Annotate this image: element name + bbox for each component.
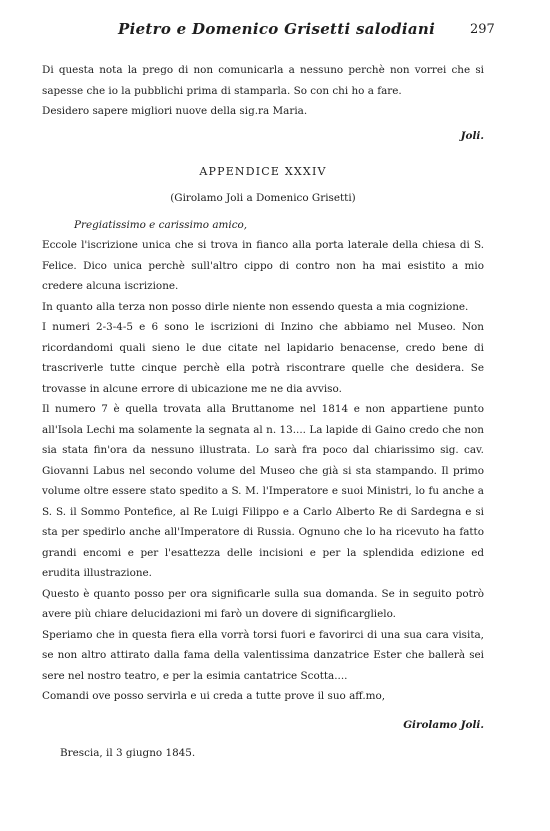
page-number: 297 <box>470 22 495 37</box>
intro-paragraph: Di questa nota la prego di non comunicarla a nessuno perchè non vorrei che si sapesse che io la pubblichi prima di stamparla. So con chi ho a fare. <box>42 64 484 97</box>
letter-paragraph: Speriamo che in questa fiera ella vorrà torsi fuori e favorirci di una sua cara visita, se non altro attirato dalla fama della valentissima danzatrice Ester che ballerà sei sere nel nostro teatro, e per la esimia cantatrice Scotta.... <box>42 628 484 682</box>
running-header-title: Pietro e Domenico Grisetti salodiani <box>118 20 436 38</box>
letter-paragraph: Comandi ove posso servirla e ui creda a tutte prove il suo aff.mo, <box>42 690 386 702</box>
appendix-subtitle: (Girolamo Joli a Domenico Grisetti) <box>170 192 356 204</box>
letter-salutation: Pregiatissimo e carissimo amico, <box>74 218 248 231</box>
letter-signature: Girolamo Joli. <box>403 718 484 731</box>
letter-paragraph: I numeri 2-3-4-5 e 6 sono le iscrizioni di Inzino che abbiamo nel Museo. Non ricordandomi quali sieno le due citate nel lapidario benacense, credo bene di trascriverle tutte cinque perchè ella potrà riscontrare quelle che desidera. Se trovasse in alcune errore di ubicazione me ne dia avviso. <box>42 321 484 395</box>
first-signature: Joli. <box>460 129 484 142</box>
letter-paragraph: Eccole l'iscrizione unica che si trova in fianco alla porta laterale della chiesa di S. Felice. Dico unica perchè sull'altro cippo di contro non ha mai esistito a mio credere alcuna iscrizione. <box>42 239 484 292</box>
letter-paragraph: Questo è quanto posso per ora significarle sulla sua domanda. Se in seguito potrò avere più chiare delucidazioni mi farò un dovere di significarglielo. <box>42 587 484 620</box>
letter-paragraph: In quanto alla terza non posso dirle niente non essendo questa a mia cognizione. <box>42 300 469 313</box>
intro-paragraph: Desidero sapere migliori nuove della sig.ra Maria. <box>42 105 308 117</box>
appendix-title: APPENDICE XXXIV <box>199 164 327 178</box>
letter-paragraph: Il numero 7 è quella trovata alla Bruttanome nel 1814 e non appartiene punto all'Isola Lechi ma solamente la segnata al n. 13.... La lapide di Gaino credo che non sia stata fin'ora da nessuno illustrata. Lo sarà fra poco dal chiarissimo sig. cav. Giovanni Labus nel secondo volume del Museo che già si sta stampando. Il primo volume oltre essere stato spedito a S. M. l'Imperatore e suoi Ministri, lo fu anche a S. S. il Sommo Pontefice, al Re Luigi Filippo e a Carlo Alberto Re di Sardegna e si sta per spedirlo anche all'Imperatore di Russia. Ognuno che lo ha ricevuto ha fatto grandi encomi e per l'esattezza delle incisioni e per la splendida edizione ed erudita illustrazione. <box>42 403 484 579</box>
letter-date: Brescia, il 3 giugno 1845. <box>60 747 196 759</box>
body-text <box>42 60 484 764</box>
